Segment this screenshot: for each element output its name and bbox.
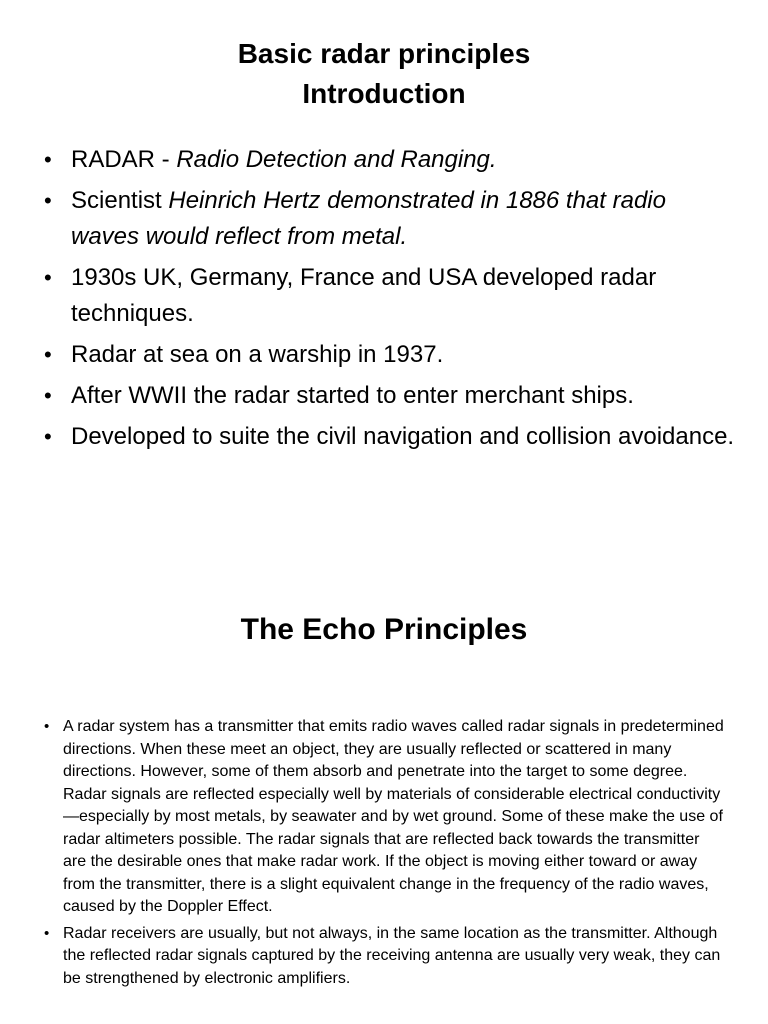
bullet-item <box>40 378 740 414</box>
bullet-text-italic: Radio Detection and Ranging. <box>176 146 497 173</box>
bullet-text: Developed to suite the civil navigation and collision avoidance. <box>71 423 735 450</box>
bullet-text: A radar system has a transmitter that emits radio waves called radar signals in predetermined directions. When these meet an object, they are usually reflected or scattered in many directions. However, some of them absorb and penetrate into the target to some degree. Radar signals are reflected especially well by materials of considerable electrical conductivity —especially by most metals, by seawater and by wet ground. Some of these make the use of radar altimeters possible. The radar signals that are reflected back towards the transmitter are the desirable ones that make radar work. If the object is moving either toward or away from the transmitter, there is a slight equivalent change in the frequency of the radio waves, caused by the Doppler Effect. <box>63 718 724 915</box>
bullet-item <box>44 923 724 991</box>
bullet-icon: • <box>44 383 52 408</box>
bullet-icon: • <box>44 924 50 942</box>
title-line-1: Basic radar principles <box>237 38 531 69</box>
bullet-text: RADAR - <box>71 146 177 173</box>
bullet-icon: • <box>44 265 52 290</box>
bullet-text: After WWII the radar started to enter merchant ships. <box>71 382 634 409</box>
bullet-text: Radar at sea on a warship in 1937. <box>71 341 444 368</box>
intro-bullet-list <box>40 142 740 460</box>
bullet-text: Scientist <box>71 187 169 214</box>
bullet-icon: • <box>44 342 52 367</box>
slide-title: The Echo Principles <box>240 613 528 646</box>
bullet-icon: • <box>44 147 52 172</box>
bullet-text: 1930s UK, Germany, France and USA developed radar techniques. <box>71 264 657 327</box>
bullet-icon: • <box>44 188 52 213</box>
slide-echo-principles <box>0 560 768 1024</box>
bullet-item <box>40 337 740 373</box>
bullet-icon: • <box>44 424 52 449</box>
slide-title <box>0 34 768 114</box>
bullet-icon: • <box>44 718 50 735</box>
echo-bullet-list <box>44 716 724 994</box>
bullet-item <box>44 716 724 919</box>
bullet-item <box>40 142 740 178</box>
bullet-item <box>40 419 740 455</box>
title-line-2: Introduction <box>302 78 466 109</box>
bullet-item <box>40 183 740 255</box>
bullet-text-italic: Heinrich Hertz demonstrated in 1886 that radio waves would reflect from metal. <box>71 187 666 250</box>
bullet-item <box>40 260 740 332</box>
bullet-text: Radar receivers are usually, but not always, in the same location as the transmitter. Although the reflected radar signals captured by the receiving antenna are usually very weak, they can be strengthened by electronic amplifiers. <box>63 924 721 987</box>
